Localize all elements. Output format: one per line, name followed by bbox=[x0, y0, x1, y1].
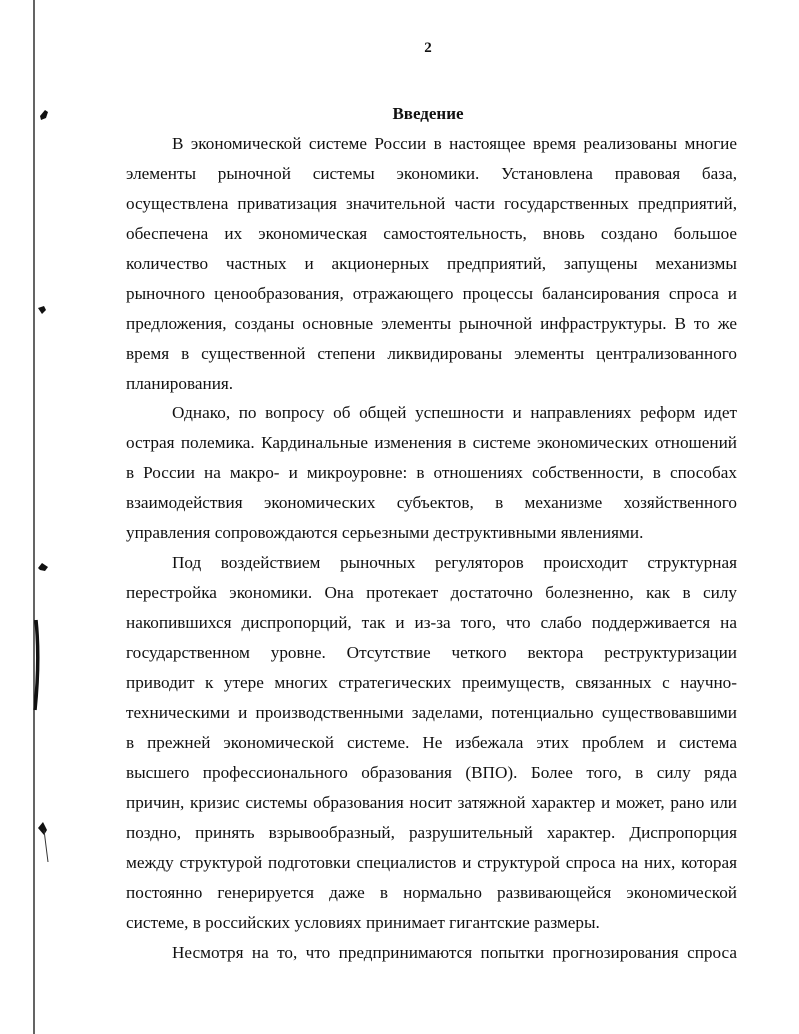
text-line: Под воздействием рыночных регуляторов происходит структурная bbox=[172, 553, 737, 572]
text-line: планирования. bbox=[126, 374, 234, 393]
text-line: предложения, созданы основные элементы рыночной инфраструктуры. В то же bbox=[126, 314, 737, 333]
text-line: взаимодействия экономических субъектов, в механизме хозяйственного bbox=[126, 493, 737, 512]
text-line: поздно, принять взрывообразный, разрушительный характер. Диспропорция bbox=[126, 823, 737, 842]
text-line: высшего профессионального образования (ВПО). Более того, в силу ряда bbox=[126, 763, 737, 782]
text-line: системе, в российских условиях принимает гигантские размеры. bbox=[126, 913, 600, 932]
text-line: приводит к утере многих стратегических преимуществ, связанных с научно- bbox=[126, 673, 737, 692]
text-line: в России на макро- и микроуровне: в отношениях собственности, в способах bbox=[126, 463, 737, 482]
text-line: Однако, по вопросу об общей успешности и направлениях реформ идет bbox=[172, 403, 737, 422]
text-line: количество частных и акционерных предприятий, запущены механизмы bbox=[126, 254, 737, 273]
text-line: рыночного ценообразования, отражающего процессы балансирования спроса и bbox=[126, 284, 737, 303]
text-line: техническими и производственными заделами, потенциально существовавшими bbox=[126, 703, 737, 722]
section-heading: Введение bbox=[392, 104, 464, 123]
text-line: в прежней экономической системе. Не избежала этих проблем и система bbox=[126, 733, 737, 752]
text-line: постоянно генерируется даже в нормально развивающейся экономической bbox=[126, 883, 737, 902]
text-line: время в существенной степени ликвидированы элементы централизованного bbox=[126, 344, 737, 363]
text-line: государственном уровне. Отсутствие четкого вектора реструктуризации bbox=[126, 643, 737, 662]
text-line: осуществлена приватизация значительной части государственных предприятий, bbox=[126, 194, 737, 213]
text-line: перестройка экономики. Она протекает достаточно болезненно, как в силу bbox=[126, 583, 737, 602]
text-line: Несмотря на то, что предпринимаются попытки прогнозирования спроса bbox=[172, 943, 737, 962]
text-line: накопившихся диспропорций, так и из-за того, что слабо поддерживается на bbox=[126, 613, 737, 632]
text-line: причин, кризис системы образования носит затяжной характер и может, рано или bbox=[126, 793, 737, 812]
page-number: 2 bbox=[424, 40, 432, 56]
text-line: обеспечена их экономическая самостоятельность, вновь создано большое bbox=[126, 224, 737, 243]
text-line: В экономической системе России в настоящее время реализованы многие bbox=[172, 134, 737, 153]
text-line: между структурой подготовки специалистов и структурой спроса на них, которая bbox=[126, 853, 737, 872]
text-line: острая полемика. Кардинальные изменения в системе экономических отношений bbox=[126, 433, 737, 452]
text-line: управления сопровождаются серьезными деструктивными явлениями. bbox=[126, 523, 644, 542]
text-line: элементы рыночной системы экономики. Установлена правовая база, bbox=[126, 164, 737, 183]
